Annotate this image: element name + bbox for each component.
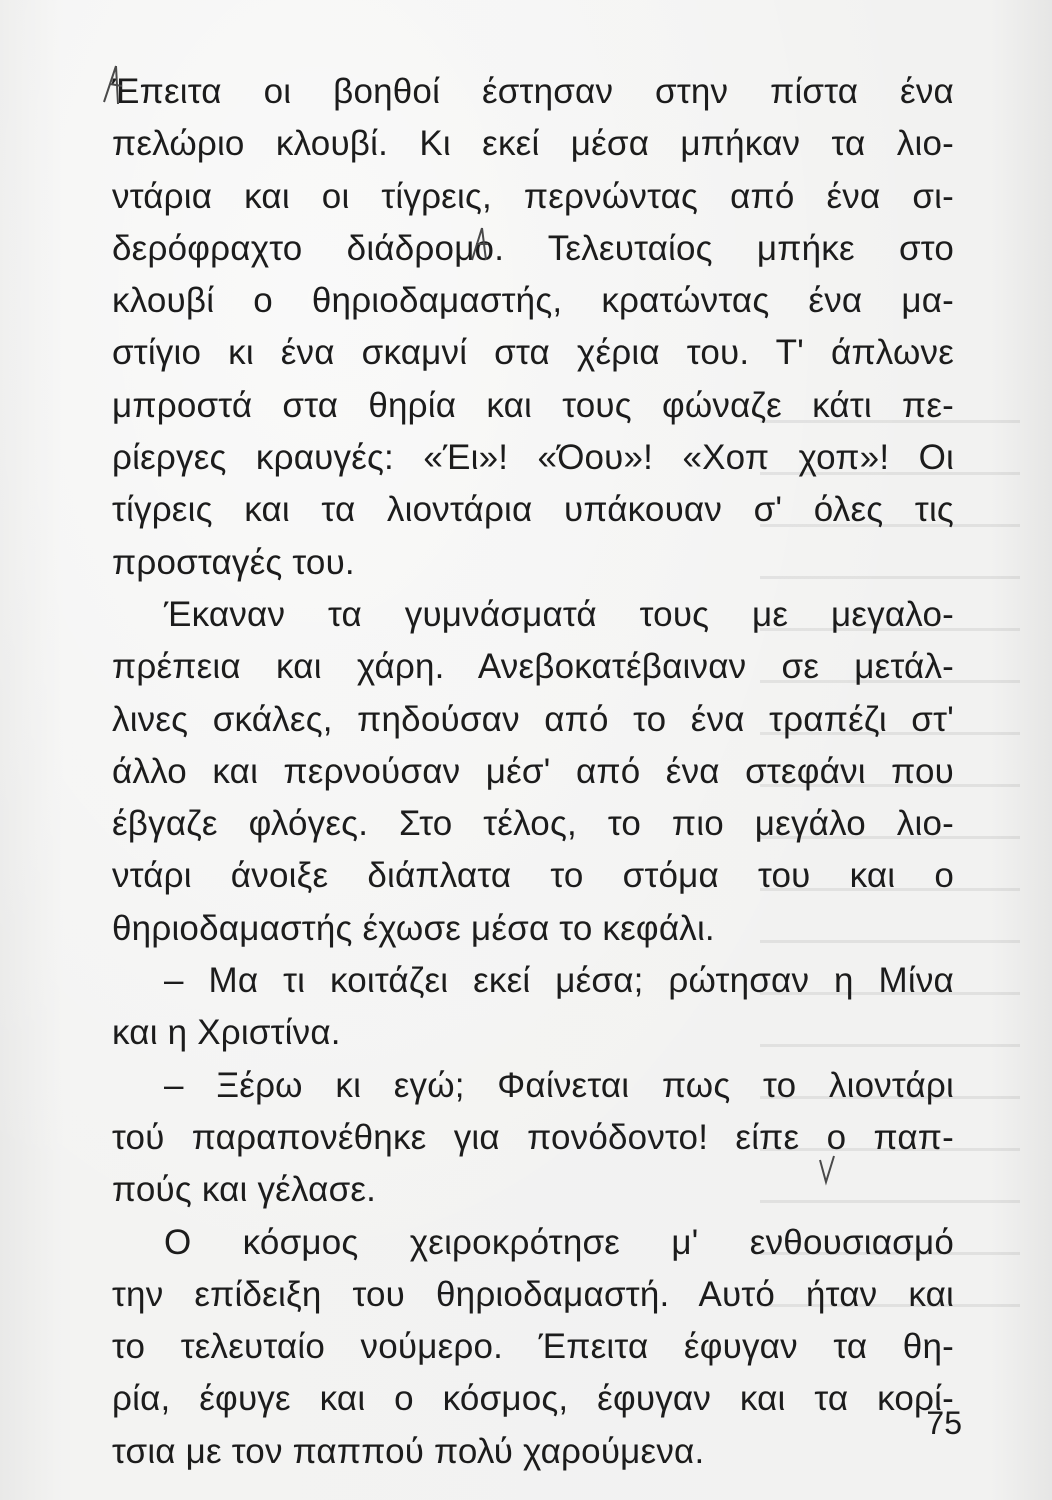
text-line: κλουβί ο θηριοδαμαστής, κρατώντας ένα μα- — [112, 281, 954, 321]
text-line: ντάρι άνοιξε διάπλατα το στόμα του και ο — [112, 856, 954, 896]
text-line: – Μα τι κοιτάζει εκεί μέσα; ρώτησαν η Μίνα — [164, 961, 954, 1001]
text-line: το τελευταίο νούμερο. Έπειτα έφυγαν τα θη- — [112, 1327, 954, 1367]
text-line: λινες σκάλες, πηδούσαν από το ένα τραπέζι στ' — [112, 699, 954, 739]
body-text — [112, 66, 954, 1478]
text-line: στίγιο κι ένα σκαμνί στα χέρια του. Τ' άπλωνε — [112, 333, 954, 373]
text-line: τού παραπονέθηκε για πονόδοντο! είπε ο παπ- — [112, 1117, 954, 1157]
page-number: 75 — [926, 1405, 962, 1441]
text-line: Έκαναν τα γυμνάσματά τους με μεγαλο- — [164, 594, 954, 634]
text-line: τίγρεις και τα λιοντάρια υπάκουαν σ' όλες τις — [112, 490, 954, 530]
text-line: Έπειτα οι βοηθοί έστησαν στην πίστα ένα — [112, 72, 954, 111]
text-line: άλλο και περνούσαν μέσ' από ένα στεφάνι που — [112, 751, 954, 791]
text-line: έβγαζε φλόγες. Στο τέλος, το πιο μεγάλο λιο- — [112, 804, 954, 844]
text-line: ντάρια και οι τίγρεις, περνώντας από ένα σι- — [112, 176, 954, 216]
text-line: τσια με τον παππού πολύ χαρούμενα. — [112, 1431, 705, 1471]
text-line: μπροστά στα θηρία και τους φώναζε κάτι πε- — [112, 385, 954, 425]
text-line: ρίεργες κραυγές: «Έι»! «Όου»! «Χοπ χοπ»! Οι — [112, 438, 954, 478]
text-line: προσταγές του. — [112, 542, 355, 582]
text-line: δερόφραχτο διάδρομο. Τελευταίος μπήκε στο — [112, 228, 954, 268]
text-line: πρέπεια και χάρη. Ανεβοκατέβαιναν σε μετάλ- — [112, 647, 954, 687]
text-line: την επίδειξη του θηριοδαμαστή. Αυτό ήταν και — [112, 1274, 954, 1314]
text-line: Ο κόσμος χειροκρότησε μ' ενθουσιασμό — [164, 1222, 954, 1262]
text-line: πούς και γέλασε. — [112, 1170, 377, 1210]
text-line: – Ξέρω κι εγώ; Φαίνεται πως το λιοντάρι — [164, 1065, 954, 1105]
text-line: και η Χριστίνα. — [112, 1013, 341, 1053]
text-line: θηριοδαμαστής έχωσε μέσα το κεφάλι. — [112, 908, 715, 948]
text-line: ρία, έφυγε και ο κόσμος, έφυγαν και τα κορί- — [112, 1379, 954, 1419]
text-line: πελώριο κλουβί. Κι εκεί μέσα μπήκαν τα λιο- — [112, 124, 954, 164]
